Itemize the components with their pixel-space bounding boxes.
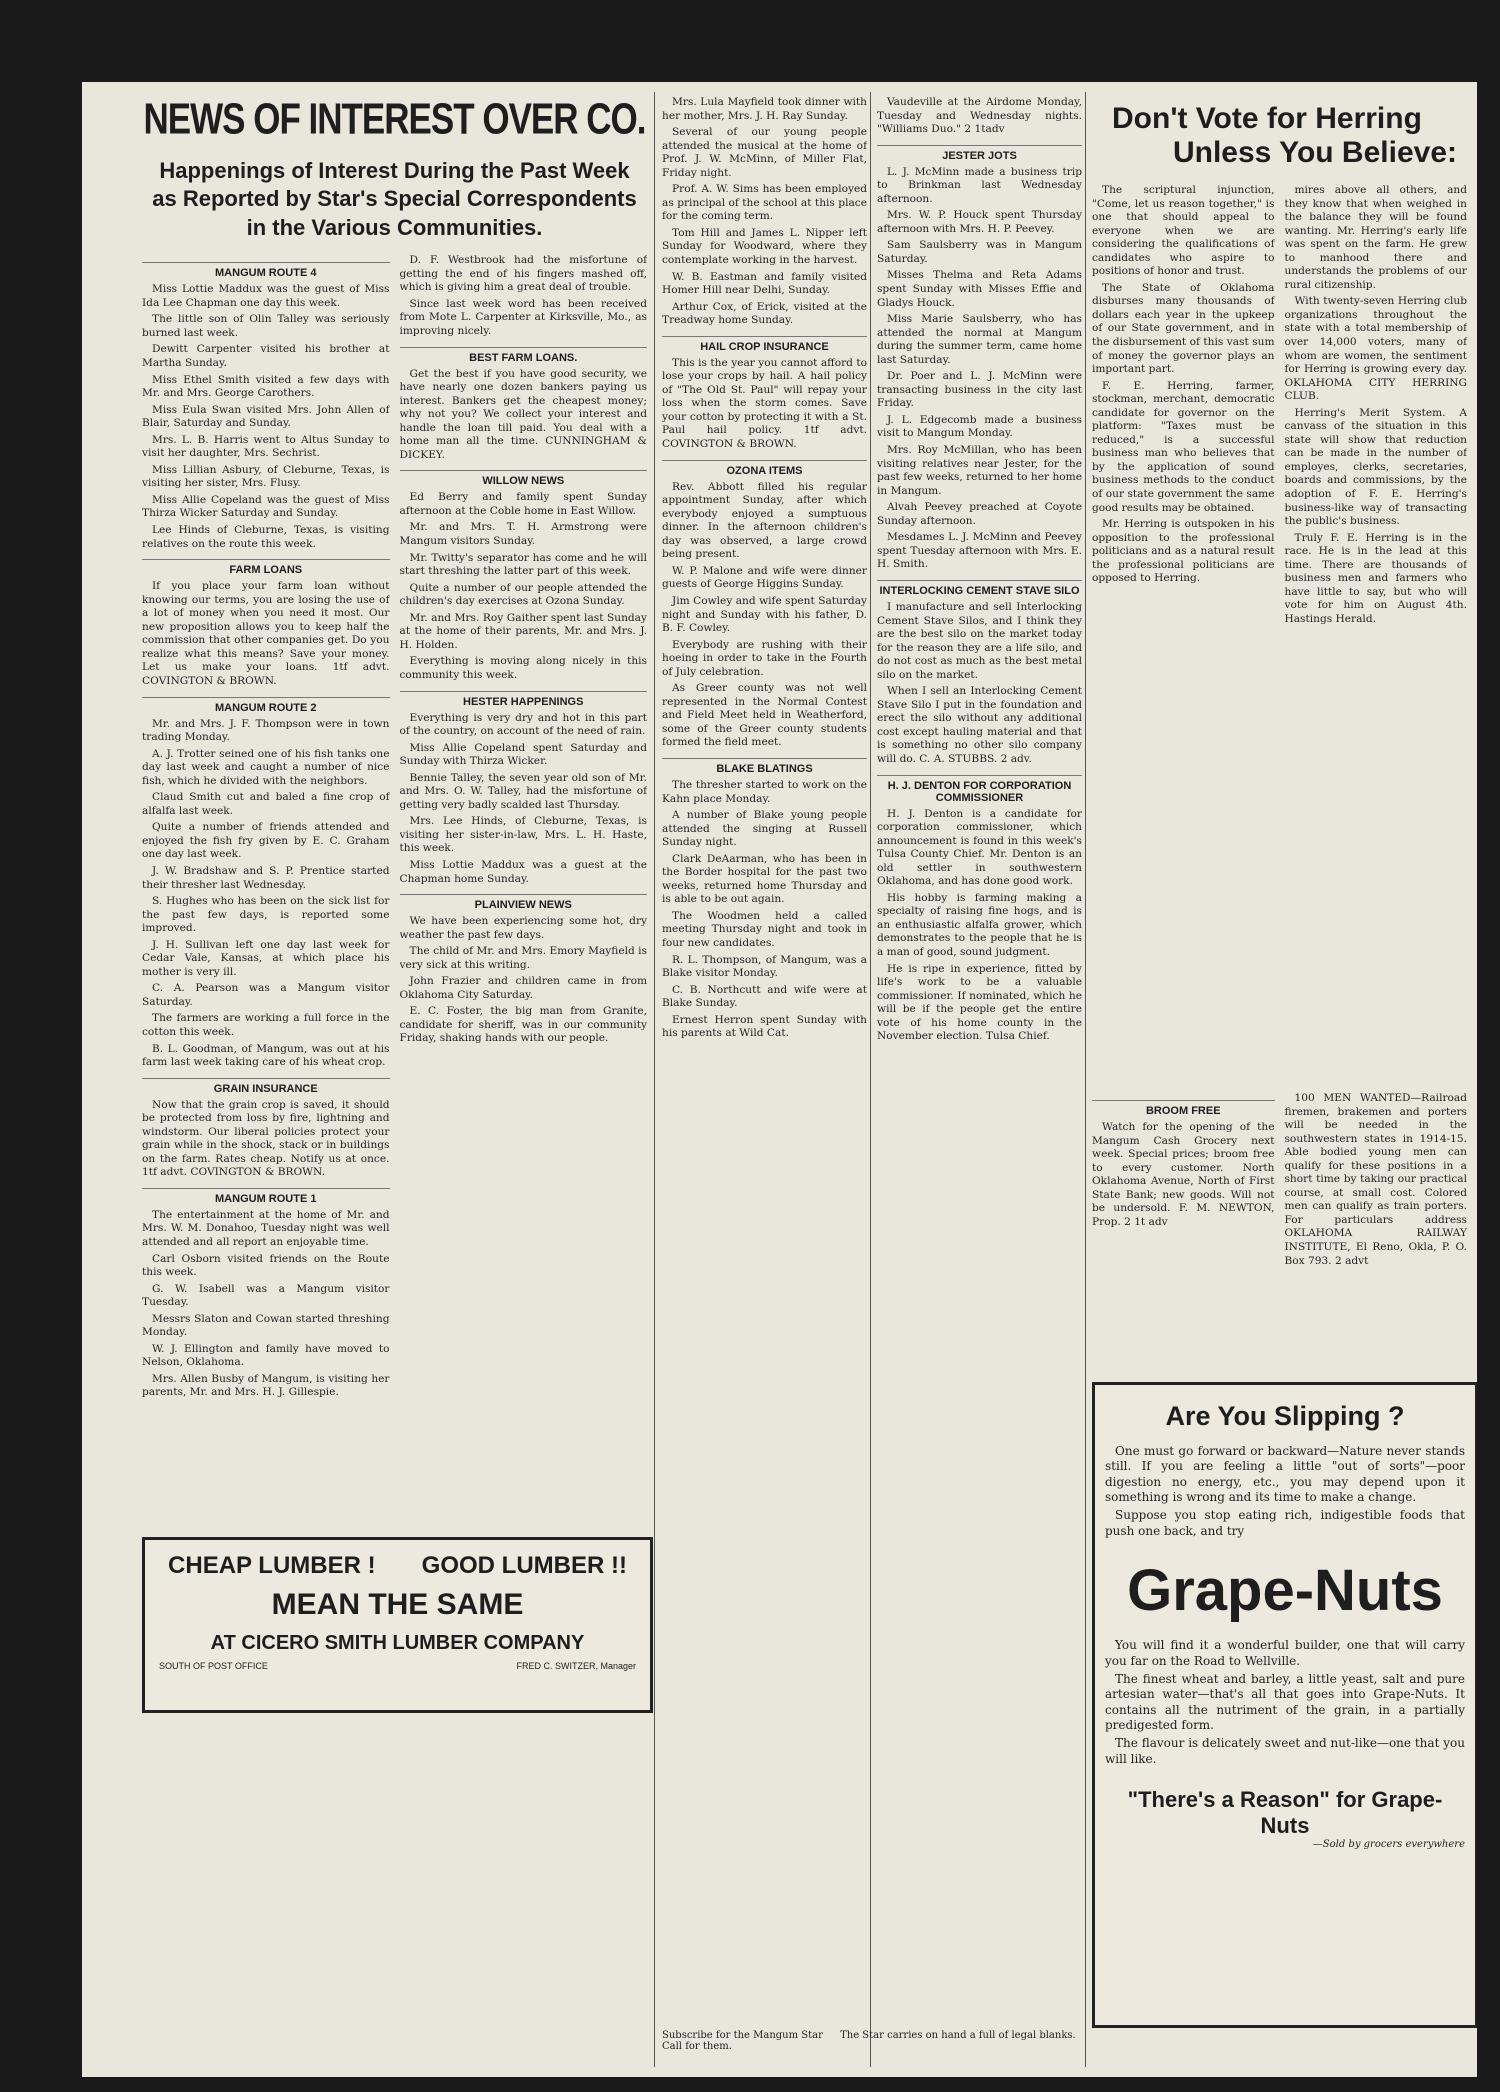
news-item: W. B. Eastman and family visited Homer Hill near Delhi, Sunday. xyxy=(662,270,867,297)
news-item: Miss Marie Saulsberry, who has attended the normal at Mangum during the summer term, came home last Saturday. xyxy=(877,313,1082,366)
news-item: E. C. Foster, the big man from Granite, candidate for sheriff, was in our community Friday, shaking hands with our people. xyxy=(399,1005,647,1045)
section-heading: WILLOW NEWS xyxy=(400,470,648,487)
news-item: When I sell an Interlocking Cement Stave Silo I put in the foundation and erect the silo without any additional cost except hauling material and that is something no other silo company will do. C. A. STUBBS. 2 adv. xyxy=(877,685,1082,765)
section-heading: MANGUM ROUTE 2 xyxy=(142,697,390,714)
column-three xyxy=(877,96,1082,1927)
news-item: I manufacture and sell Interlocking Cement Stave Silos, and I think they are the best silo on the market today for the reason they are a life silo, and do not cost as much as the best metal silo on the market. xyxy=(877,600,1082,681)
wanted-ad xyxy=(1285,1092,1468,1271)
herring-paragraph: With twenty-seven Herring club organizations throughout the state with a total membership of over 14,000 voters, many of whom are women, the sentiment for Herring is growing every day. OKLAHOMA CITY HERRING CLUB. xyxy=(1284,295,1467,403)
news-item: D. F. Westbrook had the misfortune of getting the end of his fingers mashed off, which is giving him a great deal of trouble. xyxy=(399,254,647,294)
news-item: Bennie Talley, the seven year old son of Mr. and Mrs. O. W. Talley, had the misfortune of getting very badly scalded last Thursday. xyxy=(399,771,647,811)
news-item: His hobby is farming making a specialty of raising fine hogs, and is an enthusiastic alfalfa grower, which demonstrates to the people that he is a man of good, sound judgment. xyxy=(877,891,1082,958)
news-item: The entertainment at the home of Mr. and Mrs. W. M. Donahoo, Tuesday night was well attended and all report an enjoyable time. xyxy=(142,1208,390,1248)
news-item: Mr. and Mrs. J. F. Thompson were in town trading Monday. xyxy=(142,717,390,744)
section-heading: BLAKE BLATINGS xyxy=(662,758,867,775)
section-heading: INTERLOCKING CEMENT STAVE SILO xyxy=(877,580,1082,597)
news-item: Ed Berry and family spent Sunday afternoon at the Coble home in East Willow. xyxy=(399,491,647,517)
sub-column-right xyxy=(400,254,648,1403)
section-heading: JESTER JOTS xyxy=(877,145,1082,162)
grape-p3: You will find it a wonderful builder, one that will carry you far on the Road to Wellville. xyxy=(1105,1638,1465,1668)
news-item: Carl Osborn visited friends on the Route this week. xyxy=(142,1252,390,1279)
lumber-ad xyxy=(142,1537,653,1713)
news-item: H. J. Denton is a candidate for corporation commissioner, which announcement is found in this week's Tulsa County Chief. Mr. Denton is an old settler in southwestern Oklahoma, and has done good work. xyxy=(877,807,1082,888)
news-item: B. L. Goodman, of Mangum, was out at his farm last week taking care of his wheat crop. xyxy=(142,1042,390,1069)
news-item: Jim Cowley and wife spent Saturday night and Sunday with his father, D. B. F. Cowley. xyxy=(662,594,867,635)
news-item: Rev. Abbott filled his regular appointment Sunday, after which everybody enjoyed a sumptuous dinner. In the afternoon children's day was observed, a large crowd being present. xyxy=(662,480,867,561)
herring-paragraph: Mr. Herring is outspoken in his opposition to the professional politicians and as a natural result the professional politicians are opposed to Herring. xyxy=(1092,518,1275,585)
news-item: C. A. Pearson was a Mangum visitor Saturday. xyxy=(142,982,390,1008)
news-item: Tom Hill and James L. Nipper left Sunday for Woodward, where they contemplate working in the harvest. xyxy=(662,226,867,267)
news-item: Dewitt Carpenter visited his brother at Martha Sunday. xyxy=(142,343,390,370)
news-item: Miss Lottie Maddux was the guest of Miss Ida Lee Chapman one day this week. xyxy=(142,283,390,309)
news-item: Arthur Cox, of Erick, visited at the Treadway home Sunday. xyxy=(662,300,867,327)
broom-text: Watch for the opening of the Mangum Cash Grocery next week. Special prices; broom free to every customer. North Oklahoma Avenue, North of First State Bank; new goods. Will not be undersold. F. M. NEWTON, Prop. 2 1t adv xyxy=(1092,1121,1275,1228)
herring-subtitle: Unless You Believe: xyxy=(1172,136,1457,169)
news-item: Sam Saulsberry was in Mangum Saturday. xyxy=(877,239,1082,265)
section-heading: FARM LOANS xyxy=(142,559,390,576)
news-item: Mrs. Roy McMillan, who has been visiting relatives near Jester, for the past few weeks, returned to her home in Mangum. xyxy=(877,444,1082,497)
news-item: Now that the grain crop is saved, it should be protected from loss by fire, lightning and windstorm. Our liberal policies protect your grain while in the shock, stack or in buildings on the farm. Rates cheap. Notify us at once. 1tf advt. COVINGTON & BROWN. xyxy=(142,1098,390,1179)
footer-note xyxy=(662,2030,1082,2052)
news-item: Everything is moving along nicely in this community this week. xyxy=(399,655,647,681)
section-heading: GRAIN INSURANCE xyxy=(142,1078,390,1095)
section-heading: MANGUM ROUTE 4 xyxy=(142,262,390,279)
section-heading: PLAINVIEW NEWS xyxy=(400,894,648,911)
news-item: He is ripe in experience, fitted by life's work to be a valuable commissioner. If nominated, which he will be if the people get the entire vote of his home county in the November election. Tulsa Chief. xyxy=(877,962,1082,1043)
news-item: Miss Allie Copeland spent Saturday and Sunday with Thirza Wicker. xyxy=(399,741,647,768)
news-item: L. J. McMinn made a business trip to Brinkman last Wednesday afternoon. xyxy=(877,165,1082,205)
news-item: Misses Thelma and Reta Adams spent Sunday with Misses Effie and Gladys Houck. xyxy=(877,269,1082,309)
herring-paragraph: Truly F. E. Herring is in the race. He is in the lead at this time. There are thousands of business men and farmers who have little to say, but who will vote for him on August 4th. Hastings Herald. xyxy=(1284,531,1467,625)
news-item: Claud Smith cut and baled a fine crop of alfalfa last week. xyxy=(142,791,390,817)
news-item: Mrs. Allen Busby of Mangum, is visiting her parents, Mr. and Mrs. H. J. Gillespie. xyxy=(142,1372,390,1399)
news-item: Everything is very dry and hot in this part of the country, on account of the need of rain. xyxy=(399,711,647,738)
news-item: A number of Blake young people attended the singing at Russell Sunday night. xyxy=(662,809,867,849)
herring-paragraph: The scriptural injunction, "Come, let us reason together," is one that should appeal to everyone when we are considering the qualifications of candidates who aspire to positions of honor and trust. xyxy=(1092,184,1275,278)
herring-paragraph: F. E. Herring, farmer, stockman, merchant, democratic candidate for governor on the platform: "Taxes must be reduced," is a successful business man who believes that by the application of sound business methods to the conduct of our state government the same good results may be obtained. xyxy=(1092,379,1275,514)
news-item: J. W. Bradshaw and S. P. Prentice started their thresher last Wednesday. xyxy=(142,864,390,891)
news-item: Prof. A. W. Sims has been employed as principal of the school at this place for the coming term. xyxy=(662,183,867,223)
section-heading: OZONA ITEMS xyxy=(662,460,867,477)
blanks-note: The Star carries on hand a full of legal blanks. Call for them. xyxy=(662,2030,1076,2052)
herring-title: Don't Vote for Herring xyxy=(1112,102,1422,135)
news-item: Miss Ethel Smith visited a few days with Mr. and Mrs. George Carothers. xyxy=(142,373,390,400)
herring-paragraph: mires above all others, and they know that when weighed in the balance they will be found wanting. Mr. Herring's early life was spent on the farm. He grew to manhood there and understands the problems of our rural citizenship. xyxy=(1284,184,1467,291)
news-item: The child of Mr. and Mrs. Emory Mayfield is very sick at this writing. xyxy=(399,945,647,971)
broom-head: BROOM FREE xyxy=(1092,1100,1275,1117)
news-item: The Woodmen held a called meeting Thursday night and took in four new candidates. xyxy=(662,909,867,949)
grape-sold: —Sold by grocers everywhere xyxy=(1312,1839,1465,1851)
sub-column-left xyxy=(142,254,390,1403)
news-item: Dr. Poer and L. J. McMinn were transacting business in the city last Friday. xyxy=(877,370,1082,410)
grape-p5: The flavour is delicately sweet and nut-like—one that you will like. xyxy=(1105,1736,1465,1766)
news-item: Miss Lillian Asbury, of Cleburne, Texas, is visiting her sister, Mrs. Flusy. xyxy=(142,463,390,490)
grape-p2: Suppose you stop eating rich, indigestible foods that push one back, and try xyxy=(1105,1508,1465,1538)
news-item: The little son of Olin Talley was seriously burned last week. xyxy=(142,313,390,339)
news-item: A. J. Trotter seined one of his fish tanks one day last week and caught a number of nice fish, which he divided with the neighbors. xyxy=(142,747,390,787)
column-two xyxy=(662,96,867,1927)
banner-deck: Happenings of Interest During the Past Week as Reported by Star's Special Correspondents in the Various Communities. xyxy=(152,157,637,240)
section-heading: BEST FARM LOANS. xyxy=(400,347,648,364)
grape-question: Are You Slipping ? xyxy=(1165,1401,1405,1431)
grape-p4: The finest wheat and barley, a little yeast, salt and pure artesian water—that's all that goes into Grape-Nuts. It contains all the nutriment of the grain, in a partially predigested form. xyxy=(1105,1671,1465,1732)
news-item: Mrs. Lula Mayfield took dinner with her mother, Mrs. J. H. Ray Sunday. xyxy=(662,96,867,122)
news-item: Miss Allie Copeland was the guest of Miss Thirza Wicker Saturday and Sunday. xyxy=(142,493,390,520)
news-item: Alvah Peevey preached at Coyote Sunday afternoon. xyxy=(877,501,1082,527)
newspaper-page xyxy=(82,82,1477,2077)
news-item: Lee Hinds of Cleburne, Texas, is visiting relatives on the route this week. xyxy=(142,524,390,550)
news-item: Mesdames L. J. McMinn and Peevey spent Tuesday afternoon with Mrs. E. H. Smith. xyxy=(877,531,1082,571)
section-heading: H. J. DENTON FOR CORPORATION COMMISSIONER xyxy=(877,775,1082,804)
news-item: If you place your farm loan without knowing our terms, you are losing the use of a lot of money when you need it most. Our new proposition allows you to keep half the commission that other companies get. Do you realize what this means? Save your money. Let us make your loans. 1tf advt. COVINGTON & BROWN. xyxy=(142,580,390,687)
news-item: R. L. Thompson, of Mangum, was a Blake visitor Monday. xyxy=(662,953,867,980)
grape-name: Grape-Nuts xyxy=(1127,1558,1443,1624)
banner-title: NEWS OF INTEREST OVER CO. xyxy=(143,96,646,144)
news-item: Mr. and Mrs. T. H. Armstrong were Mangum visitors Sunday. xyxy=(399,521,647,548)
news-item: Everybody are rushing with their hoeing in order to take in the Fourth of July celebration. xyxy=(662,638,867,678)
news-item: Miss Lottie Maddux was a guest at the Chapman home Sunday. xyxy=(399,858,647,885)
news-item: Mrs. L. B. Harris went to Altus Sunday to visit her daughter, Mrs. Sechrist. xyxy=(142,433,390,460)
news-item: Vaudeville at the Airdome Monday, Tuesday and Wednesday nights. "Williams Duo." 2 1tadv xyxy=(877,96,1082,136)
news-item: W. P. Malone and wife were dinner guests of George Higgins Sunday. xyxy=(662,564,867,591)
news-item: Messrs Slaton and Cowan started threshing Monday. xyxy=(142,1312,390,1339)
news-item: Several of our young people attended the musical at the home of Prof. J. W. McMinn, of Miller Flat, Friday night. xyxy=(662,126,867,179)
subscribe-note: Subscribe for the Mangum Star xyxy=(662,2030,823,2041)
news-item: S. Hughes who has been on the sick list for the past few days, is reported some improved. xyxy=(142,895,390,935)
news-item: J. H. Sullivan left one day last week for Cedar Vale, Kansas, at which place his mother is very ill. xyxy=(142,938,390,978)
wanted-text: 100 MEN WANTED—Railroad firemen, brakemen and porters will be needed in the southwestern states in 1914-15. Able bodied young men can qualify for these positions in a short time by taking our practical course, at small cost. Colored men can qualify as train porters. For particulars address OKLAHOMA RAILWAY INSTITUTE, El Reno, Okla, P. O. Box 793. 2 advt xyxy=(1284,1092,1467,1267)
news-item: Mrs. Lee Hinds, of Cleburne, Texas, is visiting her sister-in-law, Mrs. L. H. Haste, this week. xyxy=(399,815,647,855)
news-item: This is the year you cannot afford to lose your crops by hail. A hail policy of "The Old St. Paul" will repay your loss when the storm comes. Save your cotton by protecting it with a St. Paul hail policy. 1tf advt. COVINGTON & BROWN. xyxy=(662,356,867,451)
herring-column xyxy=(1092,96,1467,1271)
lumber-location: SOUTH OF POST OFFICE xyxy=(159,1661,268,1671)
news-item: John Frazier and children came in from Oklahoma City Saturday. xyxy=(399,975,647,1001)
herring-paragraph: The State of Oklahoma disburses many thousands of dollars each year in the upkeep of our State government, and in the disbursement of this vast sum of money the governor plays an important part. xyxy=(1092,281,1275,376)
news-item: Mr. and Mrs. Roy Gaither spent last Sunday at the home of their parents, Mr. and Mrs. J. H. Holden. xyxy=(399,611,647,651)
news-item: We have been experiencing some hot, dry weather the past few days. xyxy=(399,915,647,941)
county-news-column xyxy=(142,96,647,2067)
news-item: Mr. Twitty's separator has come and he will start threshing the latter part of this week. xyxy=(399,551,647,578)
news-item: C. B. Northcutt and wife were at Blake Sunday. xyxy=(662,983,867,1010)
news-item: Since last week word has been received from Mote L. Carpenter at Kirksville, Mo., as improving nicely. xyxy=(399,297,647,338)
news-item: The thresher started to work on the Kahn place Monday. xyxy=(662,778,867,805)
news-item: W. J. Ellington and family have moved to Nelson, Oklahoma. xyxy=(142,1342,390,1369)
news-item: As Greer county was not well represented in the Normal Contest and Field Meet held in Weatherford, some of the Greer county students formed the field meet. xyxy=(662,682,867,749)
news-item: Ernest Herron spent Sunday with his parents at Wild Cat. xyxy=(662,1013,867,1040)
section-heading: HESTER HAPPENINGS xyxy=(400,691,648,708)
herring-paragraph: Herring's Merit System. A canvass of the situation in this state will show that reduction can be made in the number of employes, clerks, secretaries, boards and commissions, by the adoption of F. E. Herring's business-like way of transacting the public's business. xyxy=(1284,406,1467,528)
news-item: Get the best if you have good security, we have nearly one dozen bankers paying us interest. Bankers get the cheapest money; why not you? We collect your interest and handle the loan till paid. You deal with a home man all the time. CUNNINGHAM & DICKEY. xyxy=(399,367,647,461)
news-item: Clark DeAarman, who has been in the Border hospital for the past two weeks, returned home Thursday and is able to be out again. xyxy=(662,852,867,906)
lumber-cheap: CHEAP LUMBER ! xyxy=(168,1552,376,1579)
lumber-same: MEAN THE SAME xyxy=(271,1588,524,1621)
broom-ad xyxy=(1092,1092,1275,1271)
news-item: Mrs. W. P. Houck spent Thursday afternoon with Mrs. H. P. Peevey. xyxy=(877,209,1082,235)
section-heading: HAIL CROP INSURANCE xyxy=(662,336,867,353)
news-item: G. W. Isabell was a Mangum visitor Tuesday. xyxy=(142,1282,390,1309)
news-item: The farmers are working a full force in the cotton this week. xyxy=(142,1012,390,1038)
news-item: Quite a number of our people attended the children's day exercises at Ozona Sunday. xyxy=(399,581,647,608)
lumber-manager: FRED C. SWITZER, Manager xyxy=(516,1661,636,1671)
lumber-good: GOOD LUMBER !! xyxy=(421,1552,627,1579)
herring-right xyxy=(1285,184,1468,1084)
news-item: Quite a number of friends attended and enjoyed the fish fry given by E. C. Graham one day last week. xyxy=(142,821,390,861)
news-item: J. L. Edgecomb made a business visit to Mangum Monday. xyxy=(877,413,1082,440)
grape-nuts-ad xyxy=(1092,1382,1477,2028)
lumber-company: AT CICERO SMITH LUMBER COMPANY xyxy=(210,1632,585,1654)
news-item: Miss Eula Swan visited Mrs. John Allen of Blair, Saturday and Sunday. xyxy=(142,403,390,430)
section-heading: MANGUM ROUTE 1 xyxy=(142,1188,390,1205)
herring-left xyxy=(1092,184,1275,1084)
grape-reason: "There's a Reason" for Grape-Nuts xyxy=(1127,1787,1443,1839)
grape-p1: One must go forward or backward—Nature never stands still. If you are feeling a little "out of sorts"—poor digestion no energy, etc., you may depend upon it something is wrong and its time to make a change. xyxy=(1105,1444,1465,1505)
